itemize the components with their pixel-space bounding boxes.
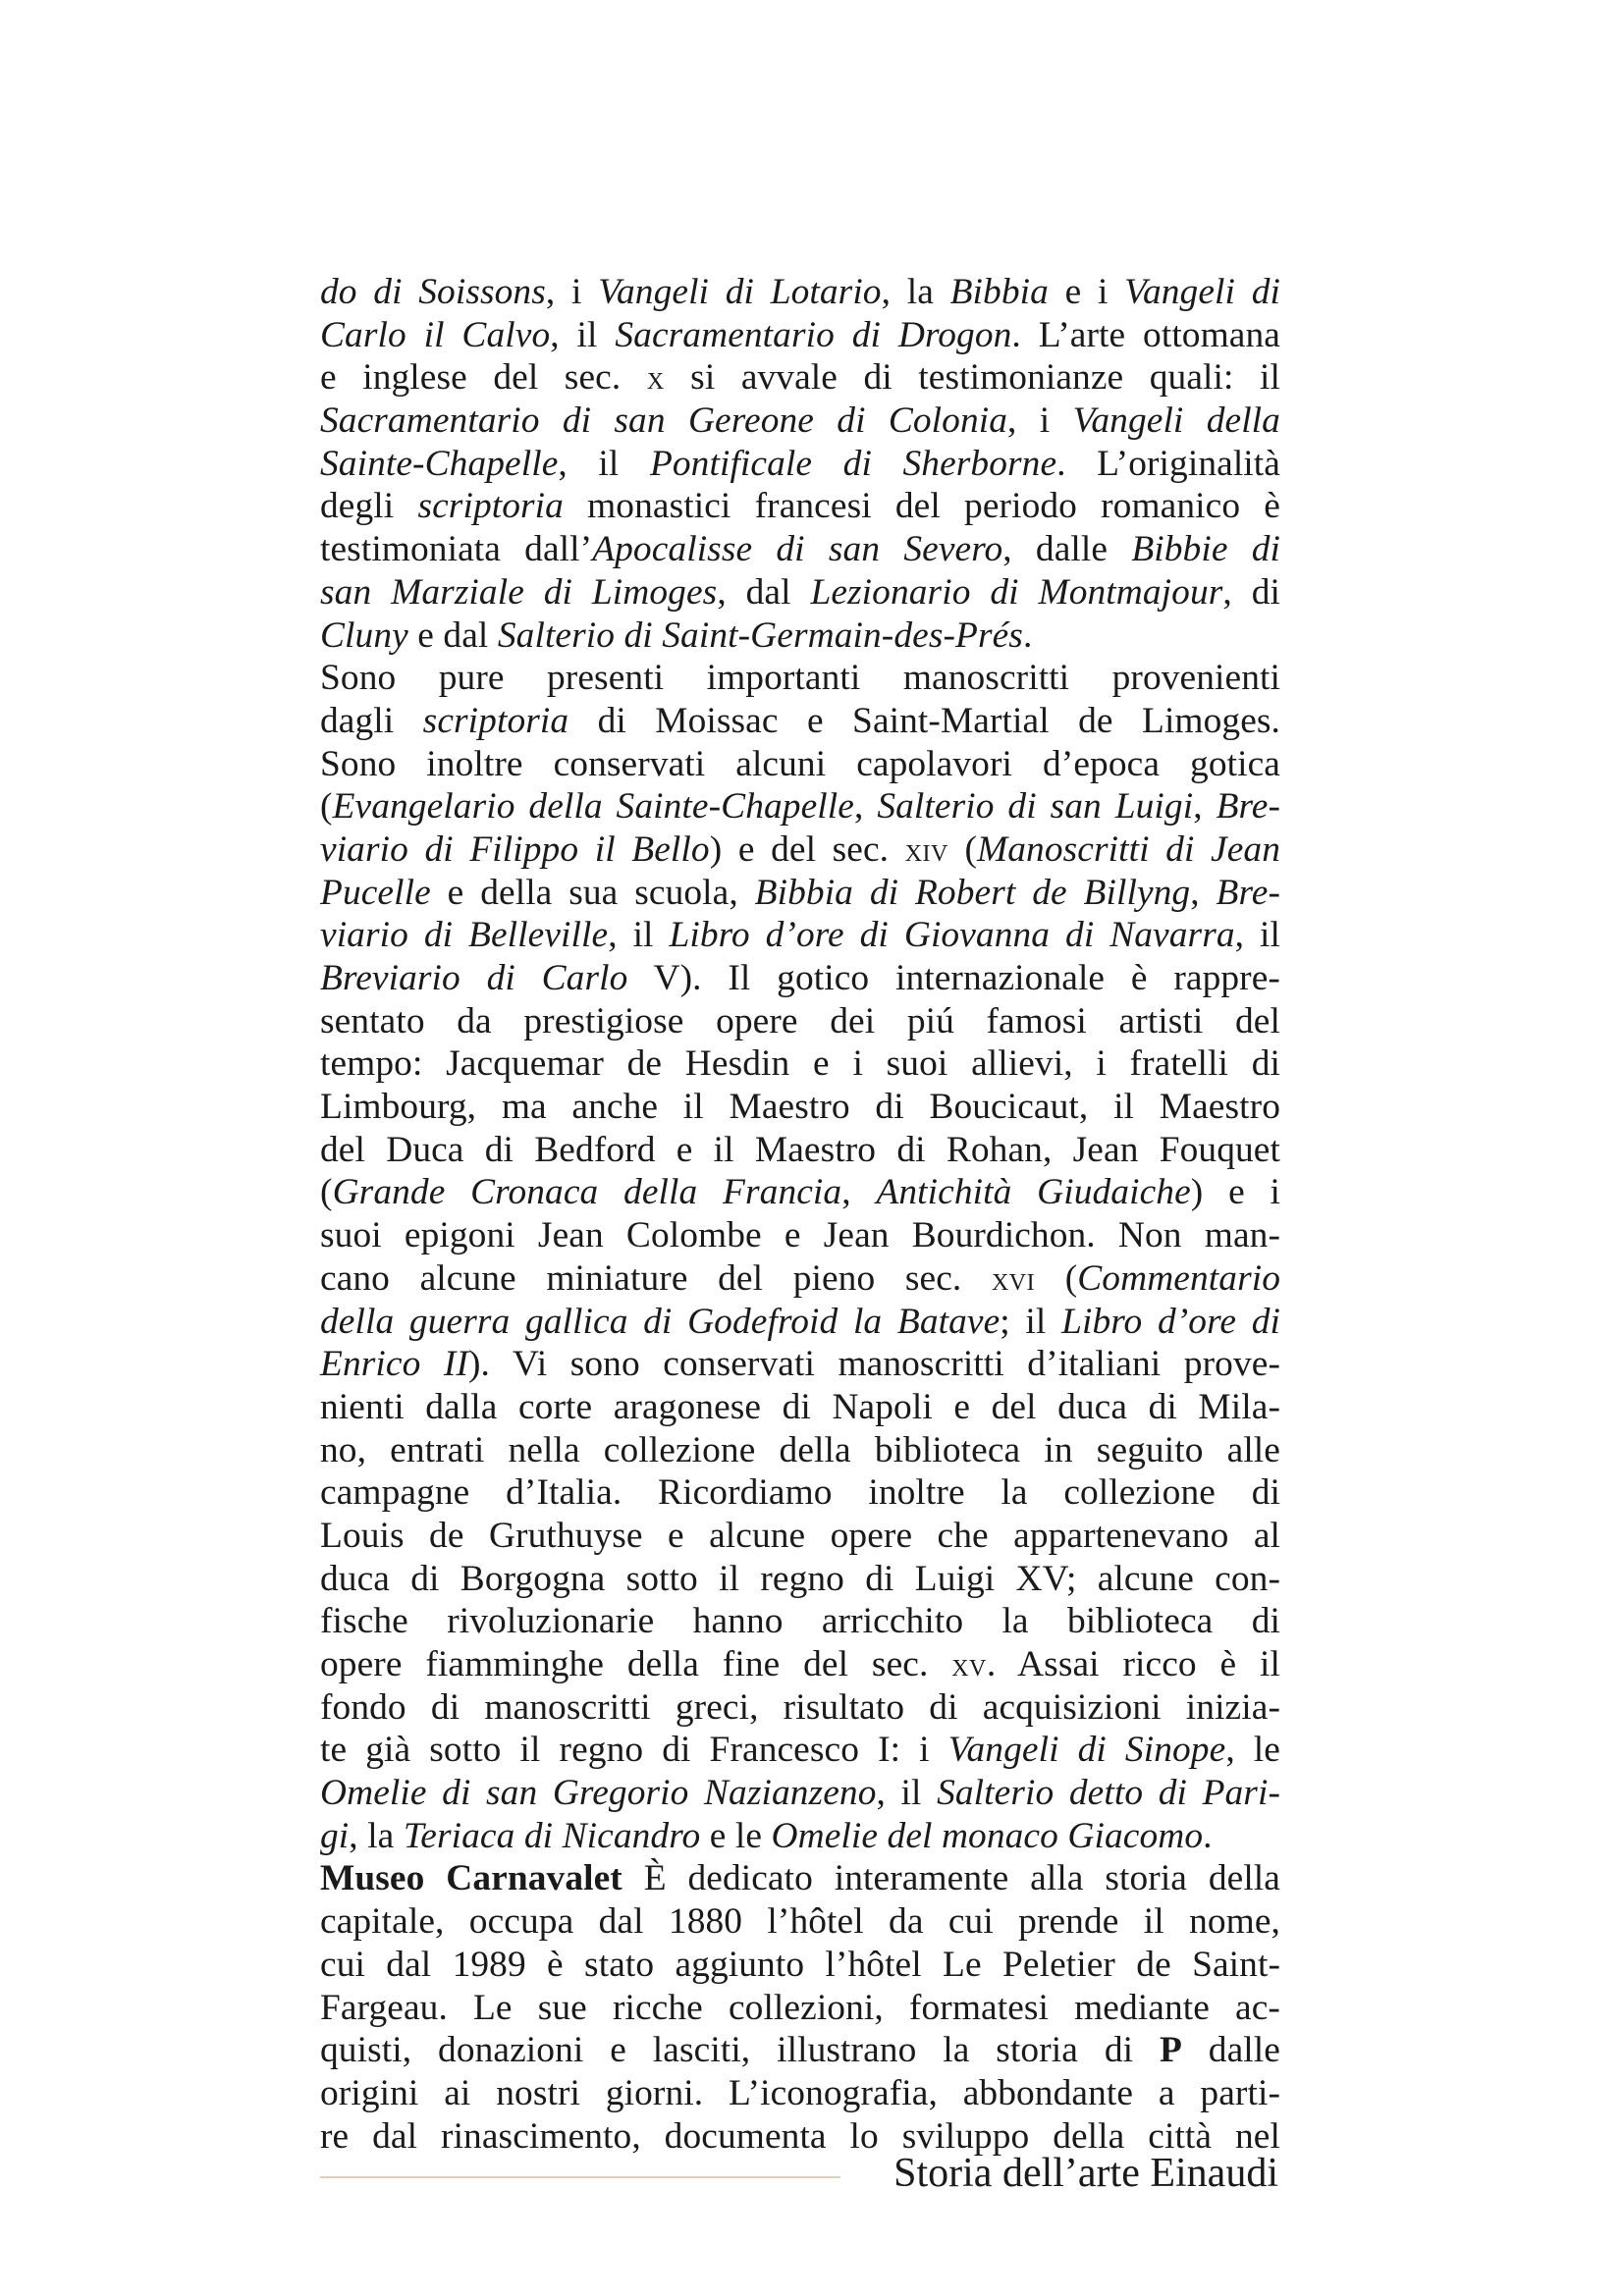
text-line xyxy=(320,1042,1280,1086)
italic-title: do di Soissons xyxy=(320,272,546,312)
italic-title: Bibbia di Robert de Billyng xyxy=(754,872,1191,913)
text-line xyxy=(320,1086,1280,1129)
text-run: Fargeau. Le sue ricche collezioni, formatesi mediante ac- xyxy=(320,1987,1280,2028)
text-run: ( xyxy=(947,828,978,870)
text-line xyxy=(320,2029,1280,2072)
text-line xyxy=(320,657,1280,700)
text-line xyxy=(320,1515,1280,1558)
text-line xyxy=(320,528,1280,571)
text-run: e inglese del sec. xyxy=(320,357,647,399)
text-run: , il xyxy=(608,915,670,956)
italic-title: Salterio di san Luigi xyxy=(877,786,1194,828)
text-run: , i xyxy=(1007,400,1073,442)
italic-title: Antichità Giudaiche xyxy=(876,1172,1191,1213)
text-run: Limbourg, ma anche il Maestro di Boucicaut, il Maestro xyxy=(320,1087,1280,1128)
text-line xyxy=(320,1171,1280,1214)
italic-title: Pucelle xyxy=(320,872,431,913)
text-run: quisti, donazioni e lasciti, illustrano la storia di xyxy=(320,2030,1160,2071)
text-line xyxy=(320,356,1280,400)
text-run: si avvale di testimonianze quali: il xyxy=(664,357,1280,399)
text-line xyxy=(320,485,1280,528)
text-line xyxy=(320,2072,1280,2115)
italic-title: Pontificale di Sherborne xyxy=(649,443,1057,484)
text-run: te già sotto il regno di Francesco I: i xyxy=(320,1730,948,1771)
italic-title: Omelie del monaco Giacomo xyxy=(771,1815,1204,1856)
text-run: origini ai nostri giorni. L’iconografia, abbondante a parti- xyxy=(320,2072,1280,2113)
text-line xyxy=(320,957,1280,1000)
text-run: cui dal 1989 è stato aggiunto l’hôtel Le Peletier de Saint- xyxy=(320,1944,1280,1985)
text-line xyxy=(320,872,1280,915)
italic-title: viario di Filippo il Bello xyxy=(320,828,710,870)
text-line xyxy=(320,314,1280,357)
text-run: . L’arte ottomana xyxy=(1011,314,1280,355)
text-line xyxy=(320,1214,1280,1257)
italic-title: Evangelario della Sainte-Chapelle xyxy=(332,786,854,828)
text-line xyxy=(320,1129,1280,1172)
text-run: , il xyxy=(558,443,650,484)
text-run: fondo di manoscritti greci, risultato di acquisizioni inizia- xyxy=(320,1686,1280,1728)
text-run: suoi epigoni Jean Colombe e Jean Bourdichon. Non man- xyxy=(320,1215,1280,1256)
footer-title: Storia dell’arte Einaudi xyxy=(893,2151,1278,2196)
text-run: x xyxy=(646,359,665,398)
italic-title: Libro d’ore di xyxy=(1061,1301,1280,1342)
text-run: , i xyxy=(545,272,599,312)
text-run: e della sua scuola, xyxy=(430,872,755,913)
text-line xyxy=(320,743,1280,786)
text-run: , la xyxy=(881,272,950,312)
italic-title: Vangeli della xyxy=(1072,400,1280,442)
text-run: , dal xyxy=(717,571,811,613)
italic-title: Cluny xyxy=(320,614,408,656)
text-line xyxy=(320,1558,1280,1601)
text-run: nienti dalla corte aragonese di Napoli e del duca di Mila- xyxy=(320,1386,1280,1427)
italic-title: Sacramentario di Drogon xyxy=(615,314,1012,355)
text-run: , dalle xyxy=(1002,529,1132,570)
italic-title: scriptoria xyxy=(422,700,569,741)
italic-title: Salterio detto di Pari- xyxy=(937,1773,1280,1814)
text-run: , xyxy=(1193,786,1217,828)
text-run: ( xyxy=(320,786,333,828)
italic-title: Vangeli di Lotario xyxy=(598,272,882,312)
text-run: dagli xyxy=(320,700,423,741)
text-run: degli xyxy=(320,486,418,527)
italic-title: Apocalisse di san Severo xyxy=(592,529,1003,570)
text-line xyxy=(320,1000,1280,1043)
bold-heading: Museo Carnavalet xyxy=(320,1858,622,1899)
text-run: capitale, occupa dal 1880 l’hôtel da cui prende il nome, xyxy=(320,1901,1280,1943)
text-run: ( xyxy=(1035,1257,1078,1299)
footer-rule xyxy=(320,2176,840,2178)
text-run: xv xyxy=(951,1646,987,1683)
text-run: dalle xyxy=(1181,2030,1280,2071)
italic-title: Salterio di Saint-Germain-des-Prés xyxy=(497,614,1023,656)
text-run: , xyxy=(841,1172,877,1213)
text-run: , xyxy=(1190,872,1217,913)
text-run: tempo: Jacquemar de Hesdin e i suoi allievi, i fratelli di xyxy=(320,1043,1280,1085)
text-run: , le xyxy=(1225,1730,1280,1771)
text-line xyxy=(320,785,1280,828)
italic-title: scriptoria xyxy=(417,486,564,527)
text-line xyxy=(320,1301,1280,1344)
italic-title: Sacramentario di san Gereone di Colonia xyxy=(320,400,1008,442)
italic-title: gi xyxy=(320,1815,350,1856)
text-run: , la xyxy=(349,1815,404,1856)
text-line xyxy=(320,1471,1280,1515)
italic-title: Bre- xyxy=(1216,872,1280,913)
bold-heading: P xyxy=(1159,2030,1182,2071)
text-line xyxy=(320,271,1280,314)
text-line xyxy=(320,400,1280,443)
italic-title: Breviario di Carlo xyxy=(320,958,628,998)
text-run: ). Vi sono conservati manoscritti d’italiani prove- xyxy=(468,1344,1280,1385)
text-run: ( xyxy=(320,1172,333,1213)
italic-title: Bibbia xyxy=(949,272,1049,312)
text-run: . xyxy=(1022,614,1033,656)
text-line xyxy=(320,1343,1280,1386)
text-run: campagne d’Italia. Ricordiamo inoltre la collezione di xyxy=(320,1472,1280,1514)
text-run: , di xyxy=(1222,571,1280,613)
text-line xyxy=(320,571,1280,614)
italic-title: san Marziale di Limoges xyxy=(320,571,718,613)
text-line xyxy=(320,914,1280,957)
italic-title: Grande Cronaca della Francia xyxy=(332,1172,842,1213)
text-run: di Moissac e Saint-Martial de Limoges. xyxy=(568,700,1280,741)
text-line xyxy=(320,828,1280,872)
text-line xyxy=(320,1429,1280,1472)
italic-title: Bibbie di xyxy=(1131,529,1281,570)
italic-title: Manoscritti di Jean xyxy=(977,828,1281,870)
text-line xyxy=(320,1643,1280,1686)
text-line xyxy=(320,1257,1280,1301)
text-run: ) e i xyxy=(1190,1172,1280,1213)
text-run: testimoniata dall’ xyxy=(320,529,593,570)
italic-title: Omelie di san Gregorio Nazianzeno xyxy=(320,1773,877,1814)
text-line xyxy=(320,1987,1280,2030)
text-run: Louis de Gruthuyse e alcune opere che appartenevano al xyxy=(320,1515,1280,1556)
text-run: , il xyxy=(1234,915,1280,956)
text-run: , il xyxy=(550,314,616,355)
text-run: duca di Borgogna sotto il regno di Luigi XV; alcune con- xyxy=(320,1558,1280,1599)
text-run: monastici francesi del periodo romanico è xyxy=(563,486,1281,527)
italic-title: Commentario xyxy=(1077,1257,1281,1299)
text-run: cano alcune miniature del pieno sec. xyxy=(320,1257,992,1299)
text-run: e le xyxy=(700,1815,772,1856)
italic-title: Libro d’ore di Giovanna di Navarra xyxy=(669,915,1235,956)
italic-title: Bre- xyxy=(1216,786,1281,828)
text-run: ) e del sec. xyxy=(709,828,905,870)
text-run: e i xyxy=(1048,272,1125,312)
text-run: xiv xyxy=(904,830,948,869)
text-run: , xyxy=(853,786,878,828)
italic-title: Vangeli di Sinope xyxy=(947,1730,1226,1771)
text-line xyxy=(320,1900,1280,1944)
text-run: xvi xyxy=(991,1259,1036,1298)
text-line xyxy=(320,1686,1280,1730)
text-run: opere fiamminghe della fine del sec. xyxy=(320,1644,952,1684)
text-line xyxy=(320,1600,1280,1643)
italic-title: Teriaca di Nicandro xyxy=(403,1815,701,1856)
text-run: sentato da prestigiose opere dei piú famosi artisti del xyxy=(320,1000,1280,1041)
text-line xyxy=(320,443,1280,486)
text-run: no, entrati nella collezione della biblioteca in seguito alle xyxy=(320,1429,1280,1470)
text-run: V). Il gotico internazionale è rappre- xyxy=(627,958,1280,998)
italic-title: Vangeli di xyxy=(1124,272,1280,312)
text-run: ; il xyxy=(1000,1301,1062,1342)
body-text xyxy=(320,271,1280,2158)
text-run: fische rivoluzionarie hanno arricchito la biblioteca di xyxy=(320,1601,1280,1642)
text-run: . xyxy=(1203,1815,1213,1856)
text-line xyxy=(320,1944,1280,1987)
italic-title: viario di Belleville xyxy=(320,915,609,956)
italic-title: Enrico II xyxy=(320,1344,468,1385)
text-run: Sono pure presenti importanti manoscritti provenienti xyxy=(320,658,1280,699)
text-run: . L’originalità xyxy=(1056,443,1280,484)
text-line xyxy=(320,614,1280,658)
text-run: re dal rinascimento, documenta lo sviluppo della città nel xyxy=(320,2115,1280,2157)
text-line xyxy=(320,1772,1280,1815)
text-run: È dedicato interamente alla storia della xyxy=(622,1858,1280,1899)
text-line xyxy=(320,700,1280,743)
text-run: e dal xyxy=(407,614,498,656)
text-run: del Duca di Bedford e il Maestro di Rohan, Jean Fouquet xyxy=(320,1129,1280,1170)
italic-title: Sainte-Chapelle xyxy=(320,443,559,484)
text-line xyxy=(320,1386,1280,1429)
text-line xyxy=(320,1815,1280,1858)
text-run: . Assai ricco è il xyxy=(986,1644,1280,1684)
text-line xyxy=(320,1857,1280,1900)
text-run: Sono inoltre conservati alcuni capolavori d’epoca gotica xyxy=(320,743,1280,784)
italic-title: della guerra gallica di Godefroid la Batave xyxy=(320,1301,1001,1342)
italic-title: Lezionario di Montmajour xyxy=(810,571,1223,613)
text-run: , il xyxy=(876,1773,938,1814)
text-line xyxy=(320,1729,1280,1772)
italic-title: Carlo il Calvo xyxy=(320,314,551,355)
